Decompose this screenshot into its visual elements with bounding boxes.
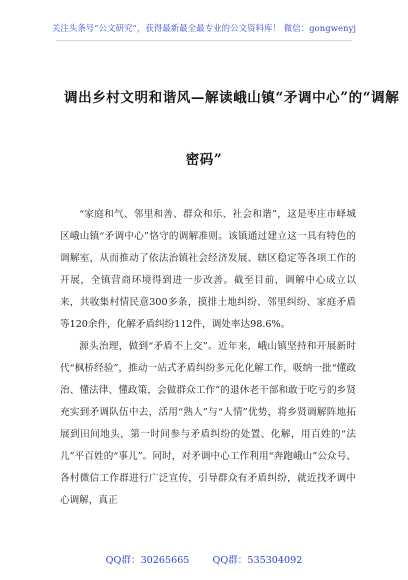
body-paragraph-2: 源头治理，做到“矛盾不上交”。近年来，峨山镇坚持和开展新时代“枫桥经验”，推动一站式矛盾纠纷多元化化解工作，吸纳一批“懂政治、懂法律、懂政策，会做群众工作”的退休老干部和敢于吃亏的乡贤充实到矛调队伍中去，活用“熟人”与“人情”优势，将乡贤调解阵地拓展到田间地头，第一时间参与矛盾纠纷的处置、化解，用百姓的“法儿”平百姓的“事儿”。同时，对矛调中心工作利用“奔跑峨山”公众号、各村微信工作群进行广泛宣传，引导群众有矛盾纠纷，就近找矛调中心调解，真正 (60, 341, 356, 506)
body-paragraph-1: “家庭和气、邻里和善、群众和乐、社会和谐”，这是枣庄市峄城区峨山镇“矛调中心”恪守的调解准则。该镇通过建立这一具有特色的调解室，从而推动了依法治镇社会经济发展、辖区稳定等各项工作的开展，全镇营商环境得到进一步改善。截至目前，调解中心成立以来，共收集村情民意300多条，摸排土地纠纷、邻里纠纷、家庭矛盾等120余件，化解矛盾纠纷112件，调处率达98.6%。 (60, 209, 356, 330)
header-divider (56, 40, 352, 41)
header-promo-note: 关注头条号“公文研究”，获得最新最全最专业的公文资料库！ 微信：gongwenyj (51, 23, 357, 33)
document-body (60, 204, 356, 512)
footer-qq-group-2: QQ群：535304092 (212, 555, 303, 566)
document-title-line-1: 调出乡村文明和谐风—解读峨山镇“矛调中心”的“调解 (64, 90, 400, 106)
document-title-line-2: 密码” (185, 152, 223, 168)
footer-qq-group-1: QQ群：30265665 (105, 555, 190, 566)
footer-qq-groups (0, 552, 408, 566)
